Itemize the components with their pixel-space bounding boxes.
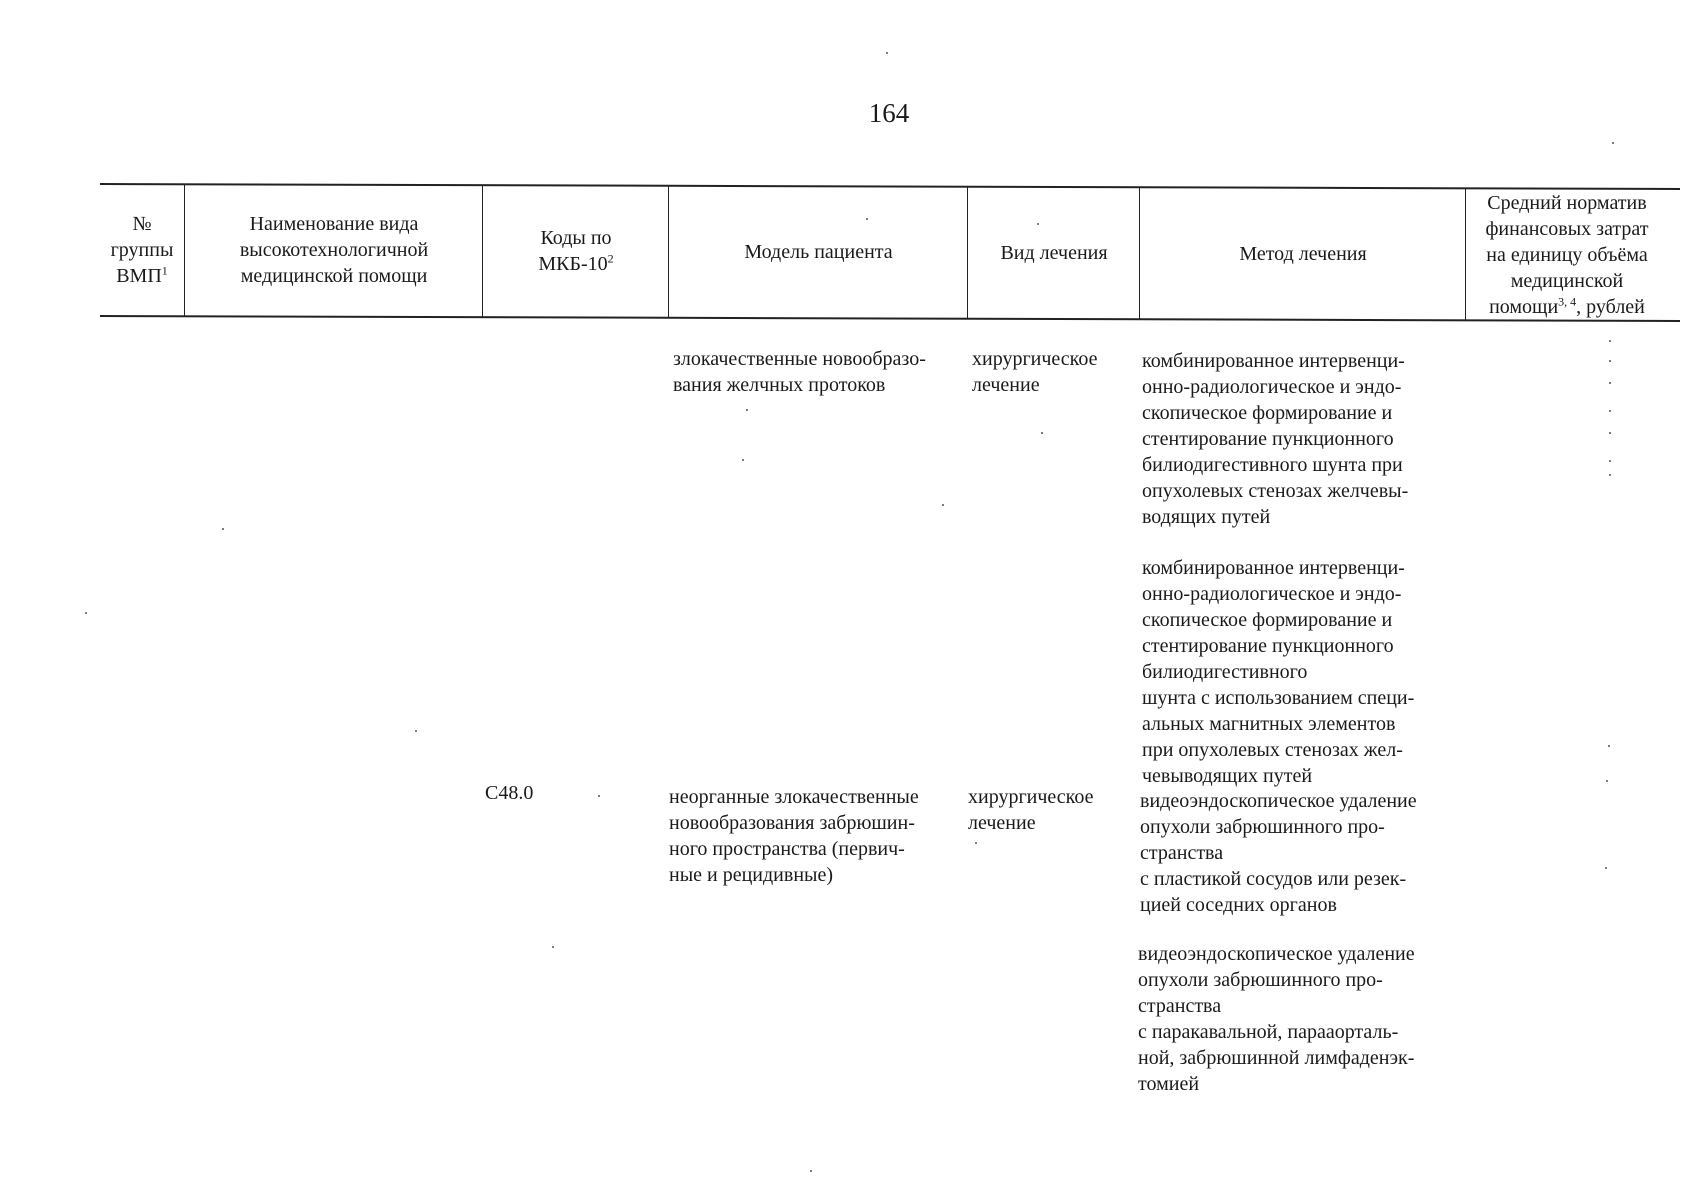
header-average-cost-unit: , рублей	[1576, 296, 1645, 318]
header-treatment-type: Вид лечения	[1000, 242, 1108, 264]
footnote-1: 1	[161, 263, 168, 278]
column-divider	[967, 187, 968, 319]
footnote-3-4: 3, 4	[1558, 294, 1577, 309]
column-divider	[1465, 189, 1466, 321]
header-care-name: Наименование вида высокотехнологичной медицинской помощи	[239, 213, 429, 287]
column-divider	[184, 184, 185, 316]
header-icd-codes-text: Коды по МКБ-10	[538, 227, 612, 275]
header-average-cost	[1467, 191, 1667, 319]
column-divider	[668, 186, 669, 318]
header-average-cost-text: Средний норматив финансовых затрат на единицу объёма медицинской помощи	[1485, 192, 1649, 318]
row-2-method-2: видеоэндоскопическое удаление опухоли забрюшинного про- странства с паракавальной, парааорталь- ной, забрюшинной лимфаденэк- томией	[1138, 943, 1415, 1095]
row-2-patient-model: неорганные злокачественные новообразования забрюшин- ного пространства (первич- ные и рецидивные)	[669, 786, 919, 886]
row-1-method-2: комбинированное интервенци- онно-радиологическое и эндо- скопическое формирование и стентирование пункционного билиодигестивного шунта с использованием специ- альных магнитных элементов при опухолевых стенозах жел- чевыводящих путей	[1142, 557, 1415, 787]
page-number: 164	[868, 98, 910, 128]
header-group-number	[100, 186, 184, 314]
footnote-2: 2	[607, 251, 614, 266]
row-2-icd-code: C48.0	[485, 782, 534, 804]
row-2-treatment-type: хирургическое лечение	[968, 786, 1094, 834]
header-group-number-text: № группы ВМП	[110, 213, 174, 287]
row-2-method-1: видеоэндоскопическое удаление опухоли забрюшинного про- странства с пластикой сосудов или резек- цией соседних органов	[1140, 790, 1417, 916]
column-divider	[1139, 188, 1140, 320]
row-1-patient-model: злокачественные новообразо- вания желчных протоков	[673, 348, 926, 396]
column-divider	[482, 185, 483, 317]
row-1-treatment-type: хирургическое лечение	[972, 348, 1098, 396]
header-icd-codes	[484, 187, 668, 315]
row-1-method-1: комбинированное интервенци- онно-радиологическое и эндо- скопическое формирование и стентирование пункционного билиодигестивного шунта при опухолевых стенозах желчевы- водящих путей	[1142, 350, 1409, 528]
header-treatment-method: Метод лечения	[1239, 243, 1367, 265]
header-patient-model: Модель пациента	[744, 241, 893, 263]
